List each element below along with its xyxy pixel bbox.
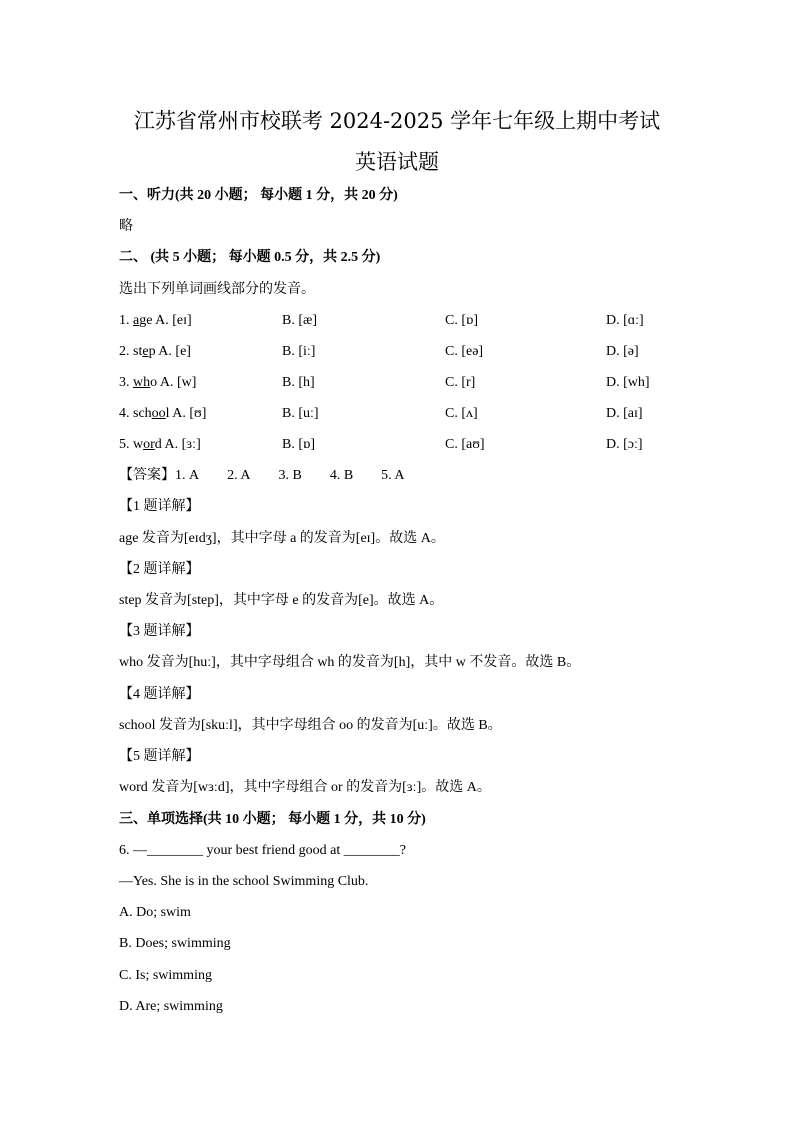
detail-text: step 发音为[step]，其中字母 e 的发音为[e]。故选 A。 bbox=[119, 593, 444, 608]
document-title: 江苏省常州市校联考 2024-2025 学年七年级上期中考试 bbox=[133, 109, 661, 133]
answer-item: 3. B bbox=[278, 468, 302, 483]
option-a: A. Do; swim bbox=[119, 905, 191, 920]
option-c: C. [r] bbox=[445, 375, 476, 390]
document-subtitle: 英语试题 bbox=[355, 150, 439, 174]
answer-label: 【答案】 bbox=[119, 468, 175, 483]
option-b: B. [h] bbox=[282, 375, 315, 390]
answer-item: 2. A bbox=[227, 468, 251, 483]
option-d: D. [aɪ] bbox=[606, 406, 643, 421]
question-6-reply: —Yes. She is in the school Swimming Club. bbox=[119, 874, 369, 889]
option-b: B. [uː] bbox=[282, 406, 319, 421]
answer-item: 1. A bbox=[175, 468, 200, 483]
detail-label: 【3 题详解】 bbox=[119, 624, 200, 639]
detail-label: 【2 题详解】 bbox=[119, 562, 200, 577]
detail-text: age 发音为[eɪdʒ]，其中字母 a 的发音为[eɪ]。故选 A。 bbox=[119, 531, 445, 546]
question-stem: 5. word A. [ɜː] bbox=[119, 437, 201, 452]
section3-heading: 三、单项选择(共 10 小题； 每小题 1 分，共 10 分) bbox=[119, 812, 426, 827]
section2-heading: 二、 (共 5 小题； 每小题 0.5 分，共 2.5 分) bbox=[119, 250, 381, 265]
detail-label: 【4 题详解】 bbox=[119, 687, 200, 702]
option-c: C. [ɒ] bbox=[445, 313, 478, 328]
question-6: 6. —________ your best friend good at ________? bbox=[119, 843, 406, 858]
option-d: D. [ə] bbox=[606, 344, 639, 359]
option-d: D. [ɑː] bbox=[606, 313, 644, 328]
option-c: C. [aʊ] bbox=[445, 437, 485, 452]
detail-text: school 发音为[skuːl]，其中字母组合 oo 的发音为[uː]。故选 B。 bbox=[119, 718, 502, 733]
detail-text: word 发音为[wɜːd]，其中字母组合 or 的发音为[ɜː]。故选 A。 bbox=[119, 780, 491, 795]
question-stem: 1. age A. [eɪ] bbox=[119, 313, 192, 328]
option-d: D. [ɔː] bbox=[606, 437, 643, 452]
question-stem: 4. school A. [ʊ] bbox=[119, 406, 207, 421]
option-b: B. [iː] bbox=[282, 344, 316, 359]
option-b: B. Does; swimming bbox=[119, 936, 231, 951]
question-stem: 3. who A. [w] bbox=[119, 375, 197, 390]
question-stem: 2. step A. [e] bbox=[119, 344, 191, 359]
detail-label: 【1 题详解】 bbox=[119, 499, 200, 514]
option-c: C. [ʌ] bbox=[445, 406, 478, 421]
option-b: B. [æ] bbox=[282, 313, 317, 328]
section2-instruction: 选出下列单词画线部分的发音。 bbox=[119, 282, 315, 297]
option-c: C. Is; swimming bbox=[119, 968, 212, 983]
option-c: C. [eə] bbox=[445, 344, 484, 359]
option-d: D. [wh] bbox=[606, 375, 650, 390]
answer-item: 4. B bbox=[329, 468, 354, 483]
answer-line bbox=[119, 467, 433, 485]
option-d: D. Are; swimming bbox=[119, 999, 223, 1014]
section1-note: 略 bbox=[119, 219, 133, 234]
detail-label: 【5 题详解】 bbox=[119, 749, 200, 764]
answer-item: 5. A bbox=[381, 468, 405, 483]
detail-text: who 发音为[huː]，其中字母组合 wh 的发音为[h]，其中 w 不发音。故选 B。 bbox=[119, 655, 581, 670]
section1-heading: 一、听力(共 20 小题； 每小题 1 分，共 20 分) bbox=[119, 188, 398, 203]
option-b: B. [ɒ] bbox=[282, 437, 315, 452]
